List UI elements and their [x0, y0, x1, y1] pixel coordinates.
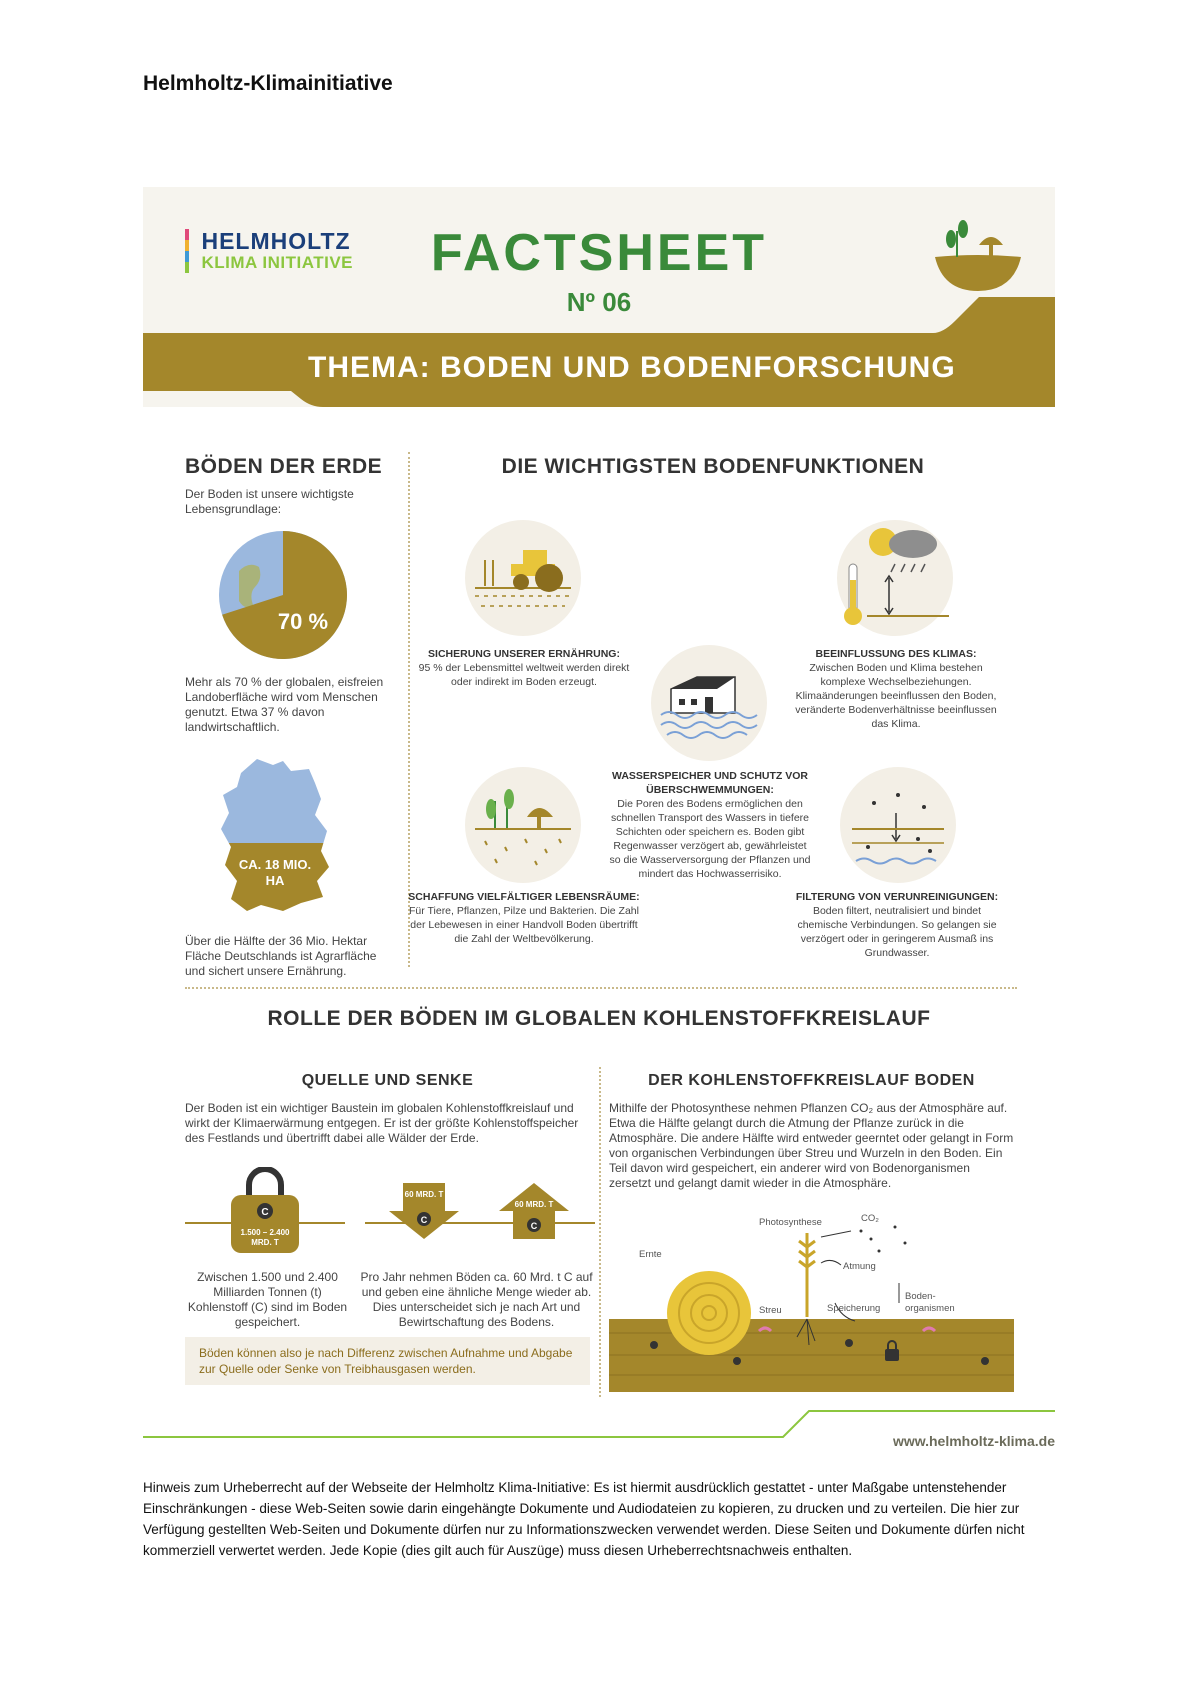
function-climate: BEEINFLUSSUNG DES KLIMAS: Zwischen Boden und Klima bestehen komplexe Wechselbeziehungen. Klimaänderungen beeinflussen den Boden, veränderte Bodenverhältnisse beeinflussen das Klima.	[795, 648, 997, 730]
carbon-storage-graphic	[185, 1167, 595, 1267]
svg-text:C: C	[420, 1215, 428, 1225]
factsheet	[143, 187, 1055, 1457]
source-sink-text: Der Boden ist ein wichtiger Baustein im globalen Kohlenstoffkreislauf und wirkt der Klimaerwärmung entgegen. Er ist der größte Kohlenstoffspeicher des Festlands und übertrifft dabei alle Wälder der Erde.	[185, 1101, 579, 1145]
earth-intro: Der Boden ist unsere wichtigste Lebensgrundlage:	[185, 487, 354, 516]
function-water: WASSERSPEICHER UND SCHUTZ VOR ÜBERSCHWEMMUNGEN: Die Poren des Bodens ermöglichen den schnellen Transport des Wassers in tiefere Schichten oder speichern es. Boden gibt Regenwasser verzögert ab, gewährleistet so die Wasserversorgung der Pflanzen und mindert das Hochwasserrisiko.	[609, 770, 811, 880]
uptake-label: 60 MRD. T	[404, 1190, 444, 1199]
label-speicherung: Speicherung	[827, 1303, 881, 1314]
map-label-1: CA. 18 MIO.	[238, 857, 312, 872]
arrow-caption: Pro Jahr nehmen Böden ca. 60 Mrd. t C auf und geben eine ähnliche Menge wieder ab. Dies unterscheidet sich je nach Art und Bewirtschaftung des Bodens.	[360, 1270, 593, 1329]
lock-caption: Zwischen 1.500 und 2.400 Milliarden Tonnen (t) Kohlenstoff (C) sind im Boden gespeichert.	[187, 1270, 348, 1329]
food-security-icon	[465, 520, 581, 636]
germany-map	[217, 755, 335, 915]
carbon-heading: ROLLE DER BÖDEN IM GLOBALEN KOHLENSTOFFKREISLAUF	[267, 1007, 931, 1030]
carbon-cycle-diagram	[609, 1207, 1014, 1392]
footer-url-link[interactable]: www.helmholtz-klima.de	[892, 1433, 1055, 1449]
earth-heading: BÖDEN DER ERDE	[185, 455, 383, 478]
function-habitats: SCHAFFUNG VIELFÄLTIGER LEBENSRÄUME: Für Tiere, Pflanzen, Pilze und Bakterien. Die Zahl der Lebewesen in einer Handvoll Boden übertrifft die Zahl der Weltbevölkerung.	[408, 891, 640, 945]
earth-pie-text: Mehr als 70 % der globalen, eisfreien Landoberfläche wird vom Menschen genutzt. Etwa 37 % davon landwirtschaftlich.	[185, 675, 384, 734]
lock-label-2: MRD. T	[251, 1238, 279, 1247]
svg-text:C: C	[530, 1221, 538, 1231]
map-label-2: HA	[265, 873, 285, 888]
source-sink-note: Böden können also je nach Differenz zwischen Aufnahme und Abgabe zur Quelle oder Senke von Treibhausgasen werden.	[185, 1337, 590, 1385]
section-divider	[185, 987, 1017, 989]
factsheet-title: FACTSHEET	[430, 224, 768, 282]
function-food: SICHERUNG UNSERER ERNÄHRUNG: 95 % der Lebensmittel weltweit werden direkt oder indirekt im Boden erzeugt.	[418, 648, 630, 688]
carbon-cycle-heading: DER KOHLENSTOFFKREISLAUF BODEN	[648, 1072, 975, 1089]
label-co2: CO₂	[861, 1213, 879, 1224]
filtering-icon	[840, 767, 956, 883]
earth-map-text: Über die Hälfte der 36 Mio. Hektar Fläche Deutschlands ist Agrarfläche und sichert unsere Ernährung.	[185, 934, 377, 978]
factsheet-number: Nº 06	[566, 287, 632, 317]
copyright-notice: Hinweis zum Urheberrecht auf der Webseite der Helmholtz Klima-Initiative: Es ist hiermit ausdrücklich gestattet - unter Maßgabe untenstehender Einschränkungen - diese Web-Seiten sowie darin eingehängte Dokumente und Audiodateien zu kopieren, zu drucken und zu verteilen. Die hier zur Verfügung gestellten Web-Seiten und Dokumente dürfen nur zu Informationszwecken verwendet werden. Diese Seiten und Dokumente dürfen nicht kommerziell verwertet werden. Jede Kopie (dies gilt auch für Auszüge) muss diesen Urheberrechtsnachweis enthalten.	[143, 1480, 1025, 1558]
lock-shackle	[249, 1169, 281, 1197]
carbon-divider	[599, 1067, 601, 1397]
label-organismen-2: organismen	[905, 1303, 955, 1314]
logo-line-1: HELMHOLTZ	[201, 228, 351, 254]
svg-text:C: C	[261, 1207, 269, 1218]
water-storage-icon	[651, 645, 767, 761]
label-photosynthese: Photosynthese	[759, 1217, 822, 1228]
lock-label-1: 1.500 – 2.400	[240, 1228, 290, 1237]
function-filtering: FILTERUNG VON VERUNREINIGUNGEN: Boden filtert, neutralisiert und bindet chemische Verbindungen. So gelangen sie verzögert oder in geringerem Ausmaß ins Grundwasser.	[795, 891, 999, 959]
document-heading: Helmholtz-Klimainitiative	[143, 72, 393, 95]
label-streu: Streu	[759, 1305, 782, 1316]
functions-heading: DIE WICHTIGSTEN BODENFUNKTIONEN	[501, 455, 925, 478]
carbon-cycle-text: Mithilfe der Photosynthese nehmen Pflanzen CO₂ aus der Atmosphäre auf. Etwa die Hälfte gelangt durch die Atmung der Pflanze zurück in die Atmosphäre. Die andere Hälfte wird entweder geerntet oder gelangt in Form von organischen Verbindungen über Streu und Wurzeln in den Boden. Ein Teil davon wird gespeichert, ein anderer wird von Bodenorganismen zersetzt und gelangt damit wieder in die Atmosphäre.	[609, 1101, 1014, 1190]
earth-pie-chart	[219, 531, 347, 659]
logo-line-2: KLIMA INITIATIVE	[201, 253, 353, 272]
pie-percent-label: 70 %	[277, 609, 329, 634]
label-ernte: Ernte	[639, 1249, 662, 1260]
theme-title: THEMA: BODEN UND BODENFORSCHUNG	[308, 351, 956, 384]
label-organismen-1: Boden-	[905, 1291, 936, 1302]
label-atmung: Atmung	[843, 1261, 876, 1272]
source-sink-heading: QUELLE UND SENKE	[301, 1072, 474, 1089]
release-label: 60 MRD. T	[514, 1200, 554, 1209]
climate-influence-icon	[837, 520, 953, 636]
soil-plant-icon	[933, 213, 1023, 293]
habitats-icon	[465, 767, 581, 883]
